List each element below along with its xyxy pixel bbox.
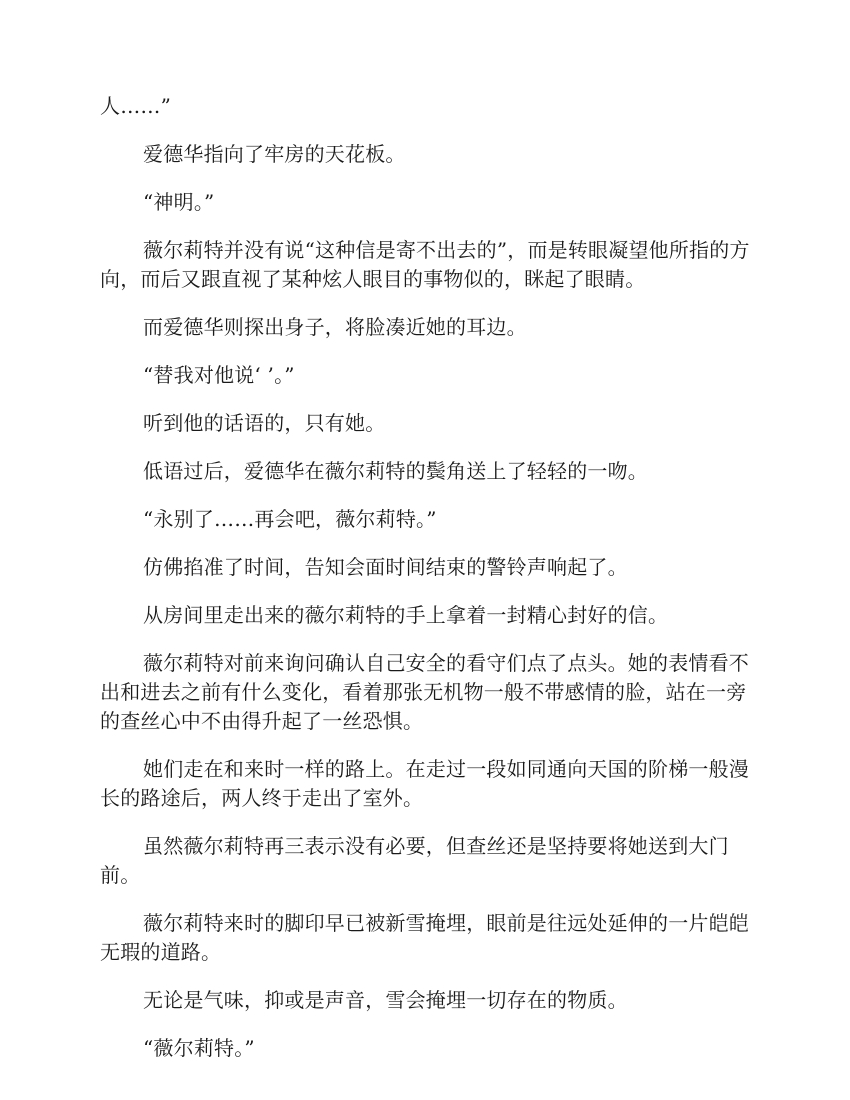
paragraph-14: 虽然薇尔莉特再三表示没有必要，但查丝还是坚持要将她送到大门前。: [100, 834, 729, 887]
paragraph-12: 薇尔莉特对前来询问确认自己安全的看守们点了点头。她的表情看不出和进去之前有什么变化，看着那张无机物一般不带感情的脸，站在一旁的查丝心中不由得升起了一丝恐惧。: [100, 651, 749, 733]
paragraph-2: 爱德华指向了牢房的天花板。: [143, 142, 406, 166]
paragraph-6: “替我对他说‘ ’。”: [143, 363, 295, 387]
paragraph-3: “神明。”: [143, 190, 215, 214]
body-text: [100, 92, 752, 1082]
paragraph-13: 她们走在和来时一样的路上。在走过一段如同通向天国的阶梯一般漫长的路途后，两人终于走出了室外。: [100, 757, 749, 810]
paragraph-16: 无论是气味，抑或是声音，雪会掩埋一切存在的物质。: [143, 988, 628, 1012]
paragraph-15: 薇尔莉特来时的脚印早已被新雪掩埋，眼前是往远处延伸的一片皑皑无瑕的道路。: [100, 911, 749, 964]
paragraph-10: 仿佛掐准了时间，告知会面时间结束的警铃声响起了。: [143, 555, 628, 579]
paragraph-7: 听到他的话语的，只有她。: [143, 411, 386, 435]
paragraph-11: 从房间里走出来的薇尔莉特的手上拿着一封精心封好的信。: [143, 603, 669, 627]
paragraph-4: 薇尔莉特并没有说“这种信是寄不出去的”，而是转眼凝望他所指的方向，而后又跟直视了某种炫人眼目的事物似的，眯起了眼睛。: [100, 238, 750, 291]
paragraph-17: “薇尔莉特。”: [143, 1036, 255, 1060]
paragraph-5: 而爱德华则探出身子，将脸凑近她的耳边。: [143, 315, 527, 339]
paragraph-1: 人……”: [100, 94, 172, 118]
paragraph-8: 低语过后，爱德华在薇尔莉特的鬓角送上了轻轻的一吻。: [143, 459, 648, 483]
paragraph-9: “永别了……再会吧，薇尔莉特。”: [143, 507, 437, 531]
